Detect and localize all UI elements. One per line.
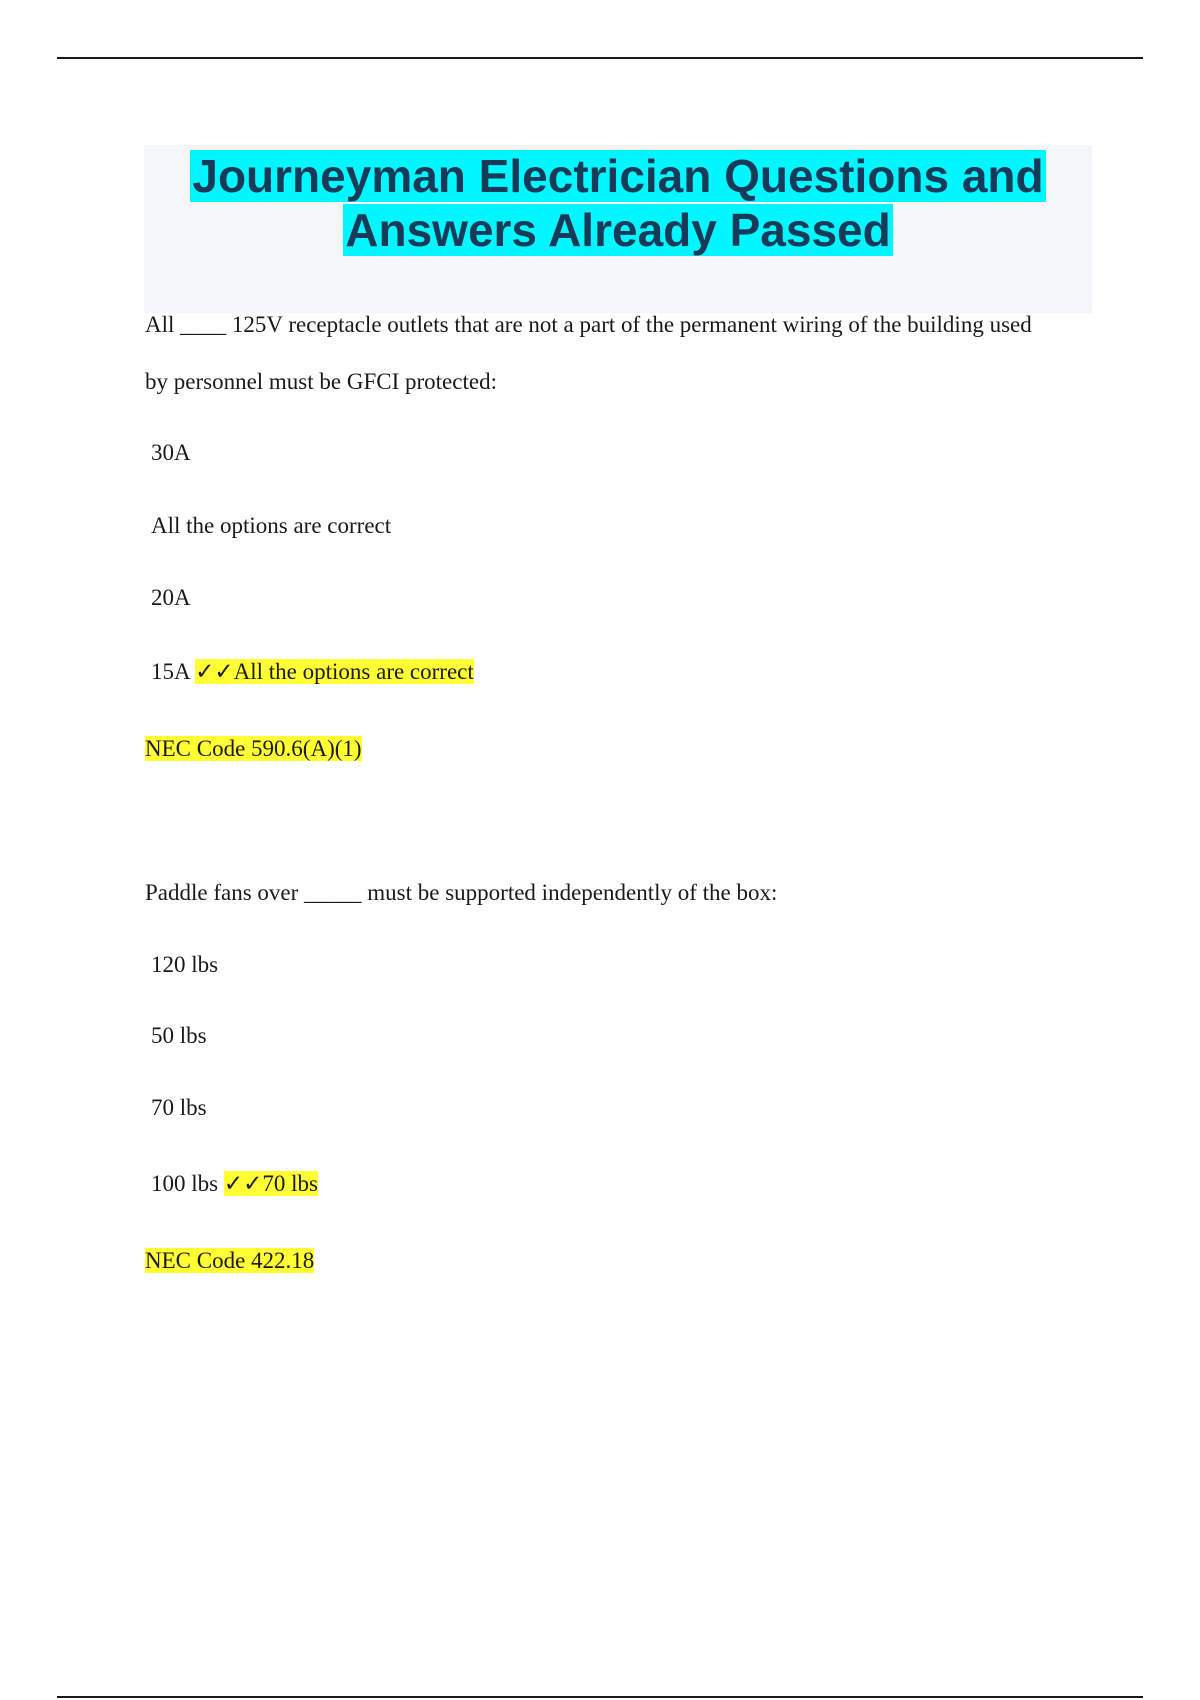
question-1-answer: ✓✓All the options are correct bbox=[195, 659, 474, 684]
question-2-option-4-row bbox=[151, 1170, 318, 1198]
title-line-2: Answers Already Passed bbox=[345, 204, 891, 256]
document-title bbox=[144, 145, 1092, 313]
question-1-option-2: All the options are correct bbox=[151, 513, 392, 538]
question-1-prompt-line-2: by personnel must be GFCI protected: bbox=[145, 369, 497, 394]
footer-rule bbox=[57, 1696, 1143, 1698]
question-1-prompt-line-1: All ____ 125V receptacle outlets that are not a part of the permanent wiring of the building used bbox=[145, 312, 1032, 337]
question-2-option-4: 100 lbs bbox=[151, 1171, 219, 1196]
question-1-option-4-row bbox=[151, 658, 474, 686]
header-rule bbox=[57, 57, 1143, 59]
question-2-answer: ✓✓70 lbs bbox=[223, 1171, 318, 1196]
question-2-prompt-line-1: Paddle fans over _____ must be supported independently of the box: bbox=[145, 880, 778, 905]
question-1-option-1: 30A bbox=[151, 440, 191, 465]
question-2-reference: NEC Code 422.18 bbox=[145, 1248, 315, 1273]
question-2-option-1: 120 lbs bbox=[151, 952, 219, 977]
question-1-reference: NEC Code 590.6(A)(1) bbox=[145, 736, 362, 761]
question-1-option-4: 15A bbox=[151, 659, 190, 684]
question-2-option-3: 70 lbs bbox=[151, 1095, 207, 1120]
question-1-option-3: 20A bbox=[151, 585, 191, 610]
title-line-1: Journeyman Electrician Questions and bbox=[192, 150, 1044, 202]
question-2-option-2: 50 lbs bbox=[151, 1023, 207, 1048]
